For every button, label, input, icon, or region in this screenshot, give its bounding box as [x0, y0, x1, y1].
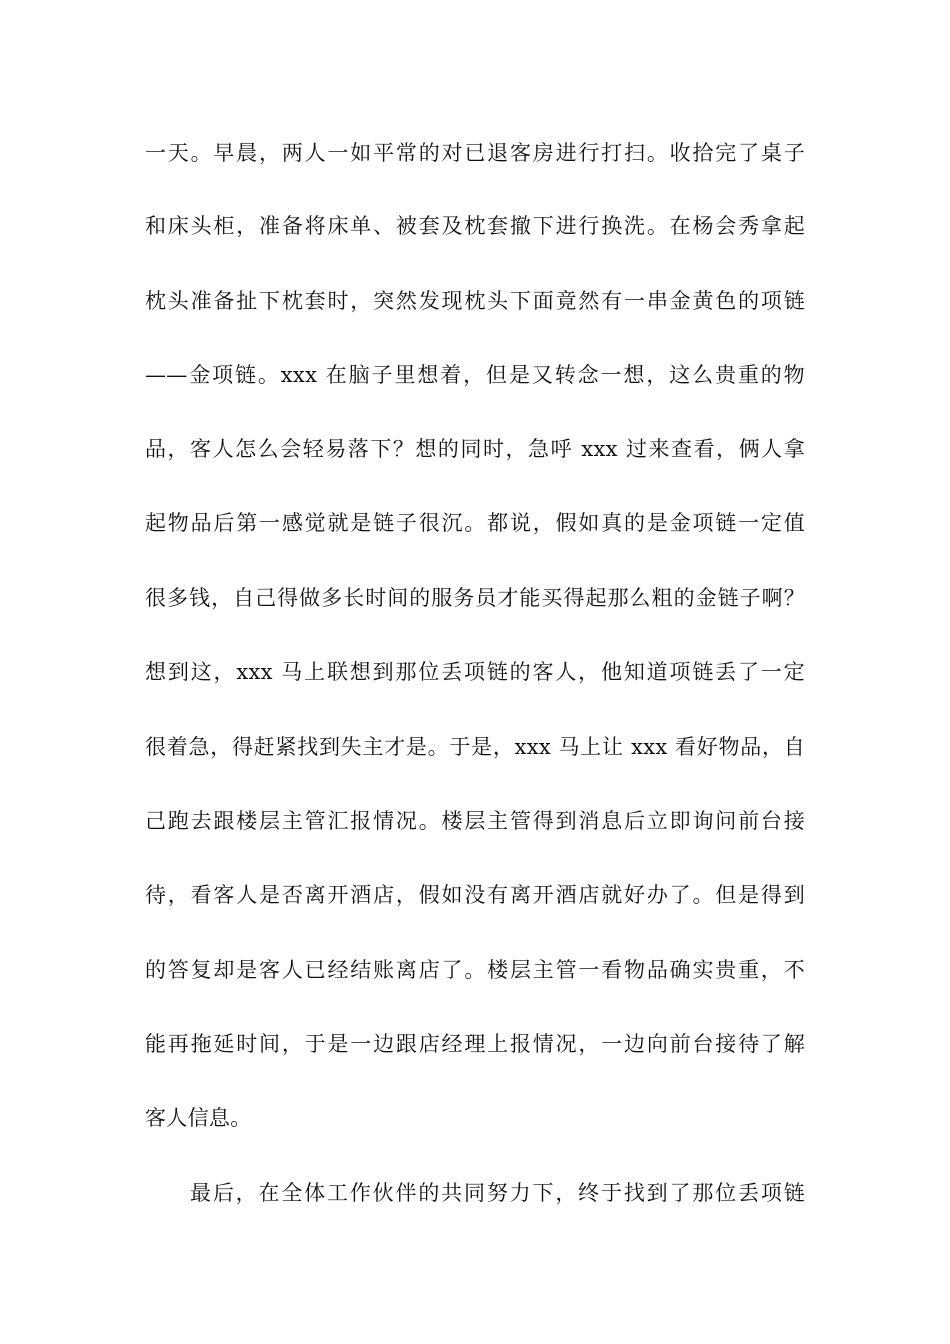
- text-line-1: 一天。早晨，两人一如平常的对已退客房进行打扫。收拾完了桌子: [145, 141, 805, 165]
- text-line-14: 客人信息。: [145, 1106, 252, 1130]
- text-line-4: ——金项链。xxx 在脑子里想着，但是又转念一想，这么贵重的物: [145, 363, 805, 387]
- text-line-12: 的答复却是客人已经结账离店了。楼层主管一看物品确实贵重，不: [145, 958, 805, 982]
- text-line-9: 很着急，得赶紧找到失主才是。于是，xxx 马上让 xxx 看好物品，自: [145, 735, 805, 759]
- text-line-10: 己跑去跟楼层主管汇报情况。楼层主管得到消息后立即询问前台接: [145, 809, 805, 833]
- text-line-8: 想到这，xxx 马上联想到那位丢项链的客人，他知道项链丢了一定: [145, 660, 805, 684]
- text-line-15: 最后，在全体工作伙伴的共同努力下，终于找到了那位丢项链: [190, 1181, 805, 1205]
- text-line-7: 很多钱，自己得做多长时间的服务员才能买得起那么粗的金链子啊？: [145, 586, 805, 610]
- text-line-2: 和床头柜，准备将床单、被套及枕套撤下进行换洗。在杨会秀拿起: [145, 214, 805, 238]
- text-line-3: 枕头准备扯下枕套时，突然发现枕头下面竟然有一串金黄色的项链: [145, 289, 805, 313]
- text-line-6: 起物品后第一感觉就是链子很沉。都说，假如真的是金项链一定值: [145, 511, 805, 535]
- text-line-11: 待，看客人是否离开酒店，假如没有离开酒店就好办了。但是得到: [145, 883, 805, 907]
- text-line-5: 品，客人怎么会轻易落下？想的同时，急呼 xxx 过来查看，俩人拿: [145, 437, 805, 461]
- text-line-13: 能再拖延时间，于是一边跟店经理上报情况，一边向前台接待了解: [145, 1032, 805, 1056]
